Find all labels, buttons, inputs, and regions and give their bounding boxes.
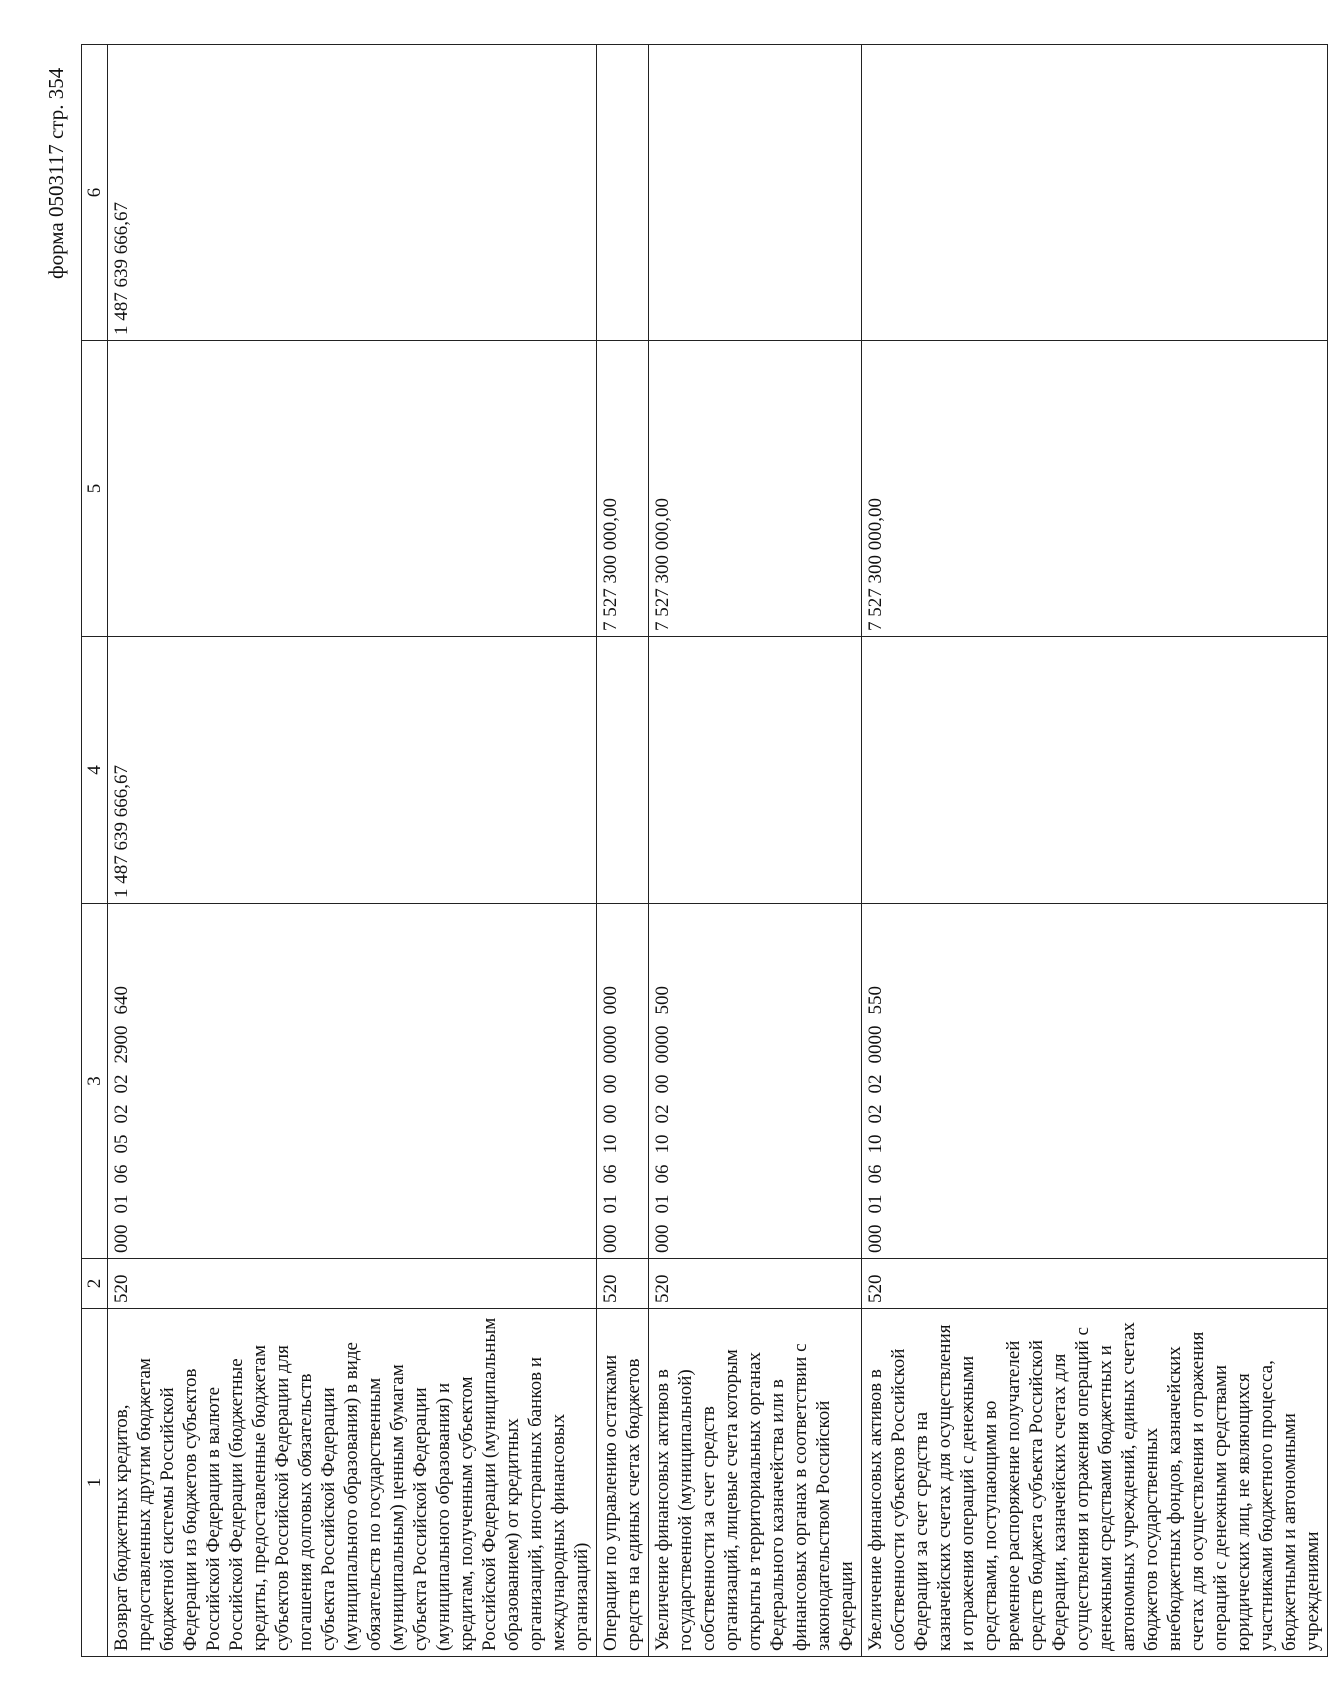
row-name-cell: Увеличение финансовых активов в государственной (муниципальной) собственности за счет средств организаций, лицевые счета которым открыты в территориальных органах Федерального казначейства или в финансовых органах в соответствии с законодательством Российской Федерации xyxy=(649,1309,862,1657)
column-4-cell xyxy=(649,637,862,904)
code-segment: 06 xyxy=(111,1164,132,1184)
column-5-cell: 7 527 300 000,00 xyxy=(862,341,1328,637)
table-row xyxy=(597,45,649,1657)
code-segment: 000 xyxy=(600,986,621,1015)
column-header: 6 xyxy=(82,45,108,341)
row-name-cell: Увеличение финансовых активов в собственности субъектов Российской Федерации за счет средств на казначейских счетах для осуществления и отражения операций с денежными средствами, поступающими во временное распоряжение получателей средств бюджета субъекта Российской Федерации, казначейских счетах для осуществления и отражения операций с денежными средствами бюджетных и автономных учреждений, единых счетах бюджетов государственных внебюджетных фондов, казначейских счетах для осуществления и отражения операций с денежными средствами юридических лиц, не являющихся участниками бюджетного процесса, бюджетными и автономными учреждениями xyxy=(862,1309,1328,1657)
column-6-cell: 1 487 639 666,67 xyxy=(108,45,597,341)
code-segment: 02 xyxy=(652,1104,673,1124)
code-segment: 06 xyxy=(865,1164,886,1184)
code-segment: 10 xyxy=(865,1134,886,1154)
code-segment: 550 xyxy=(865,986,886,1015)
column-6-cell xyxy=(862,45,1328,341)
code-segment: 01 xyxy=(111,1194,132,1214)
code-segment: 06 xyxy=(600,1164,621,1184)
code-segment: 00 xyxy=(600,1074,621,1094)
column-header: 1 xyxy=(82,1309,108,1657)
code-segment: 00 xyxy=(600,1104,621,1124)
line-code-cell: 520 xyxy=(649,1259,862,1309)
code-segment: 000 xyxy=(111,1224,132,1253)
table-row xyxy=(862,45,1328,1657)
code-segment: 500 xyxy=(652,986,673,1015)
column-header: 4 xyxy=(82,637,108,904)
code-segment: 000 xyxy=(652,1224,673,1253)
column-5-cell: 7 527 300 000,00 xyxy=(597,341,649,637)
code-segment: 02 xyxy=(111,1104,132,1124)
column-header: 3 xyxy=(82,904,108,1259)
code-segment: 000 xyxy=(865,1224,886,1253)
column-4-cell xyxy=(862,637,1328,904)
form-reference: форма 0503117 стр. 354 xyxy=(44,67,68,279)
code-segment: 000 xyxy=(600,1224,621,1253)
code-segment: 01 xyxy=(865,1194,886,1214)
code-segment: 640 xyxy=(111,986,132,1015)
line-code-cell: 520 xyxy=(597,1259,649,1309)
budget-code-cell xyxy=(649,904,862,1259)
report-table xyxy=(81,44,1328,1657)
row-name-cell: Возврат бюджетных кредитов, предоставленных другим бюджетам бюджетной системы Российской Федерации из бюджетов субъектов Российской Федерации в валюте Российской Федерации (бюджетные кредиты, предоставленные бюджетам субъектов Российской Федерации для погашения долговых обязательств субъекта Российской Федерации (муниципального образования) в виде обязательств по государственным (муниципальным) ценным бумагам субъекта Российской Федерации (муниципального образования) и кредитам, полученным субъектом Российской Федерации (муниципальным образованием) от кредитных организаций, иностранных банков и международных финансовых организаций) xyxy=(108,1309,597,1657)
code-segment: 02 xyxy=(865,1104,886,1124)
column-6-cell xyxy=(649,45,862,341)
code-segment: 01 xyxy=(600,1194,621,1214)
code-segment: 0000 xyxy=(600,1025,621,1064)
code-segment: 2900 xyxy=(111,1025,132,1064)
table-row xyxy=(649,45,862,1657)
budget-code-cell xyxy=(108,904,597,1259)
column-6-cell xyxy=(597,45,649,341)
code-segment: 02 xyxy=(865,1074,886,1094)
code-segment: 10 xyxy=(652,1134,673,1154)
column-5-cell xyxy=(108,341,597,637)
column-4-cell: 1 487 639 666,67 xyxy=(108,637,597,904)
code-segment: 00 xyxy=(652,1074,673,1094)
column-header: 2 xyxy=(82,1259,108,1309)
code-segment: 02 xyxy=(111,1074,132,1094)
budget-code-cell xyxy=(862,904,1328,1259)
budget-code-cell xyxy=(597,904,649,1259)
column-header: 5 xyxy=(82,341,108,637)
column-5-cell: 7 527 300 000,00 xyxy=(649,341,862,637)
column-4-cell xyxy=(597,637,649,904)
code-segment: 01 xyxy=(652,1194,673,1214)
column-number-row xyxy=(82,45,108,1657)
code-segment: 0000 xyxy=(865,1025,886,1064)
table-row xyxy=(108,45,597,1657)
code-segment: 0000 xyxy=(652,1025,673,1064)
code-segment: 10 xyxy=(600,1134,621,1154)
line-code-cell: 520 xyxy=(108,1259,597,1309)
code-segment: 05 xyxy=(111,1134,132,1154)
line-code-cell: 520 xyxy=(862,1259,1328,1309)
row-name-cell: Операции по управлению остатками средств на единых счетах бюджетов xyxy=(597,1309,649,1657)
code-segment: 06 xyxy=(652,1164,673,1184)
